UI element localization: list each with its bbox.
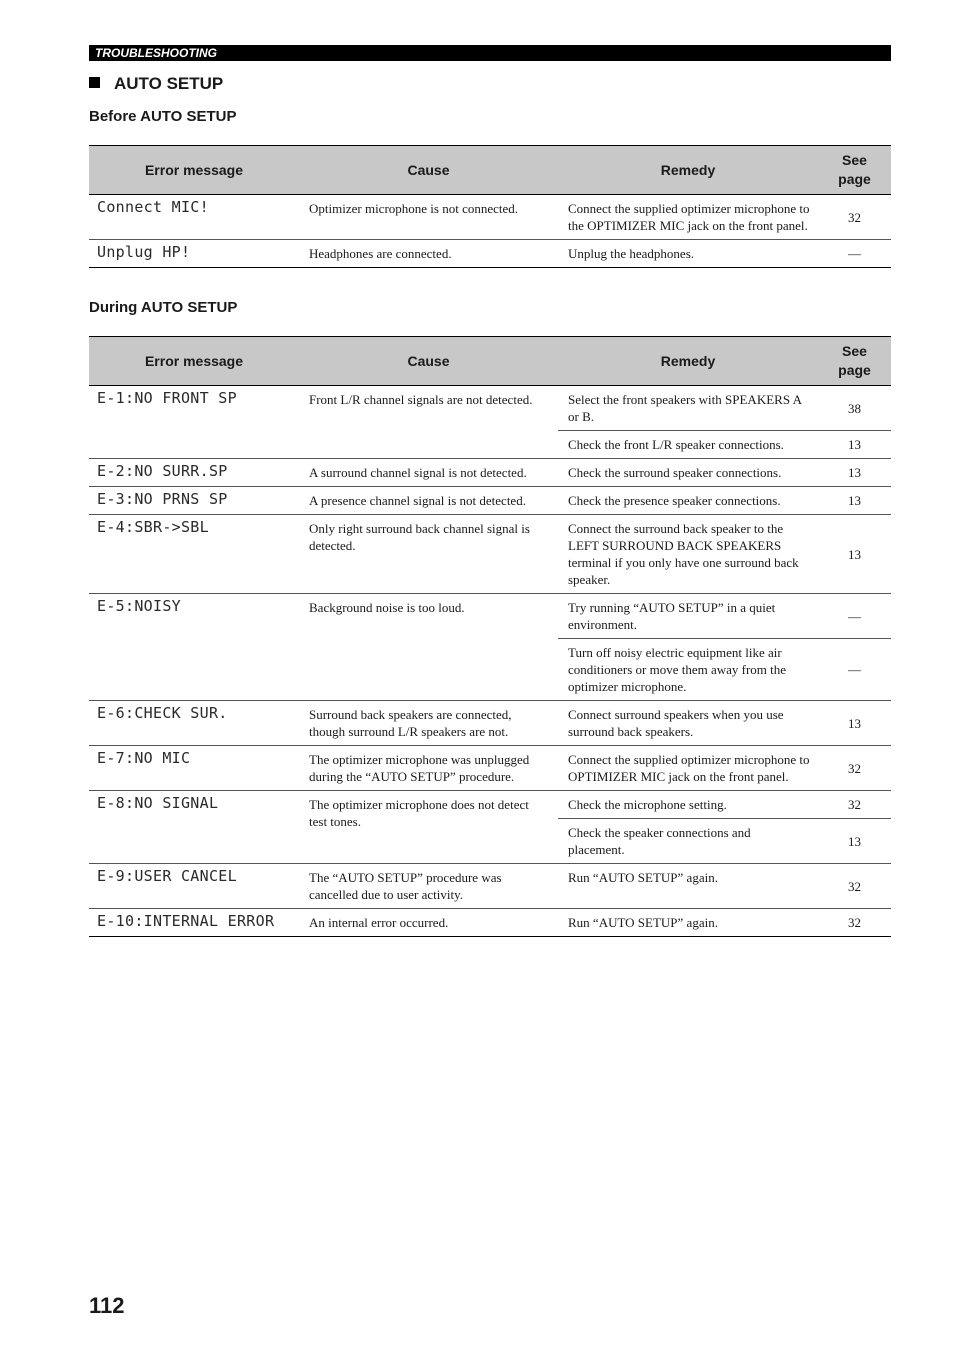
column-header-remedy: Remedy	[558, 337, 818, 386]
remedy-cell: Check the speaker connections and placement.	[558, 819, 818, 864]
see-page-cell: —	[818, 639, 891, 701]
remedy-cell: Run “AUTO SETUP” again.	[558, 864, 818, 909]
table-row	[89, 594, 891, 639]
table-row	[89, 864, 891, 909]
error-message-cell: E-3:NO PRNS SP	[89, 487, 299, 515]
column-header-cause: Cause	[299, 337, 558, 386]
table-row	[89, 459, 891, 487]
table-header-row	[89, 146, 891, 195]
column-header-page-line2: page	[838, 362, 871, 378]
cause-cell: The optimizer microphone was unplugged during the “AUTO SETUP” procedure.	[299, 746, 558, 791]
table-row	[89, 386, 891, 431]
cause-cell: Front L/R channel signals are not detected.	[299, 386, 558, 459]
cause-cell: The optimizer microphone does not detect test tones.	[299, 791, 558, 864]
see-page-cell: 32	[818, 791, 891, 819]
table-row	[89, 746, 891, 791]
column-header-error: Error message	[89, 337, 299, 386]
remedy-cell: Check the presence speaker connections.	[558, 487, 818, 515]
see-page-cell: 32	[818, 909, 891, 937]
cause-cell: A presence channel signal is not detected.	[299, 487, 558, 515]
error-message-cell: E-2:NO SURR.SP	[89, 459, 299, 487]
before-auto-setup-title: Before AUTO SETUP	[89, 108, 237, 125]
table-row	[89, 515, 891, 594]
remedy-cell: Connect the supplied optimizer microphone to the OPTIMIZER MIC jack on the front panel.	[558, 195, 818, 240]
column-header-page-line2: page	[838, 171, 871, 187]
error-message-cell: E-9:USER CANCEL	[89, 864, 299, 909]
before-auto-setup-table	[89, 145, 891, 268]
remedy-cell: Check the front L/R speaker connections.	[558, 431, 818, 459]
column-header-page	[818, 337, 891, 386]
square-bullet-icon	[89, 77, 100, 88]
column-header-error: Error message	[89, 146, 299, 195]
cause-cell: A surround channel signal is not detected.	[299, 459, 558, 487]
table-row	[89, 195, 891, 240]
during-auto-setup-title: During AUTO SETUP	[89, 299, 238, 316]
table-row	[89, 701, 891, 746]
table-row	[89, 240, 891, 268]
cause-cell: Surround back speakers are connected, though surround L/R speakers are not.	[299, 701, 558, 746]
cause-cell: An internal error occurred.	[299, 909, 558, 937]
see-page-cell: 13	[818, 431, 891, 459]
table-row	[89, 791, 891, 819]
see-page-cell: 32	[818, 864, 891, 909]
table-header-row	[89, 337, 891, 386]
see-page-cell: 13	[818, 701, 891, 746]
column-header-page-line1: See	[842, 343, 867, 359]
cause-cell: The “AUTO SETUP” procedure was cancelled due to user activity.	[299, 864, 558, 909]
remedy-cell: Check the surround speaker connections.	[558, 459, 818, 487]
error-message-cell: E-8:NO SIGNAL	[89, 791, 299, 864]
error-message-cell: E-4:SBR->SBL	[89, 515, 299, 594]
cause-cell: Background noise is too loud.	[299, 594, 558, 701]
see-page-cell: 38	[818, 386, 891, 431]
error-message-cell: E-1:NO FRONT SP	[89, 386, 299, 459]
remedy-cell: Connect the surround back speaker to the LEFT SURROUND BACK SPEAKERS terminal if you only have one surround back speaker.	[558, 515, 818, 594]
remedy-cell: Connect surround speakers when you use surround back speakers.	[558, 701, 818, 746]
see-page-cell: 13	[818, 487, 891, 515]
column-header-page	[818, 146, 891, 195]
section-title-text: AUTO SETUP	[114, 74, 224, 93]
cause-cell: Optimizer microphone is not connected.	[299, 195, 558, 240]
error-message-cell: E-10:INTERNAL ERROR	[89, 909, 299, 937]
section-header-bar	[89, 45, 891, 61]
table-row	[89, 487, 891, 515]
remedy-cell: Connect the supplied optimizer microphone to OPTIMIZER MIC jack on the front panel.	[558, 746, 818, 791]
cause-cell: Only right surround back channel signal is detected.	[299, 515, 558, 594]
remedy-cell: Turn off noisy electric equipment like air conditioners or move them away from the optimizer microphone.	[558, 639, 818, 701]
see-page-cell: 13	[818, 459, 891, 487]
see-page-cell: 13	[818, 819, 891, 864]
see-page-cell: 32	[818, 195, 891, 240]
column-header-cause: Cause	[299, 146, 558, 195]
remedy-cell: Run “AUTO SETUP” again.	[558, 909, 818, 937]
table-row	[89, 909, 891, 937]
section-header-label: TROUBLESHOOTING	[95, 46, 217, 60]
remedy-cell: Unplug the headphones.	[558, 240, 818, 268]
error-message-cell: E-5:NOISY	[89, 594, 299, 701]
error-message-cell: E-6:CHECK SUR.	[89, 701, 299, 746]
error-message-cell: Connect MIC!	[89, 195, 299, 240]
remedy-cell: Select the front speakers with SPEAKERS A or B.	[558, 386, 818, 431]
see-page-cell: —	[818, 240, 891, 268]
remedy-cell: Try running “AUTO SETUP” in a quiet environment.	[558, 594, 818, 639]
page-number: 112	[89, 1293, 125, 1318]
see-page-cell: 32	[818, 746, 891, 791]
error-message-cell: E-7:NO MIC	[89, 746, 299, 791]
see-page-cell: —	[818, 594, 891, 639]
during-auto-setup-table	[89, 336, 891, 937]
column-header-page-line1: See	[842, 152, 867, 168]
error-message-cell: Unplug HP!	[89, 240, 299, 268]
remedy-cell: Check the microphone setting.	[558, 791, 818, 819]
column-header-remedy: Remedy	[558, 146, 818, 195]
section-title	[89, 74, 223, 94]
cause-cell: Headphones are connected.	[299, 240, 558, 268]
see-page-cell: 13	[818, 515, 891, 594]
